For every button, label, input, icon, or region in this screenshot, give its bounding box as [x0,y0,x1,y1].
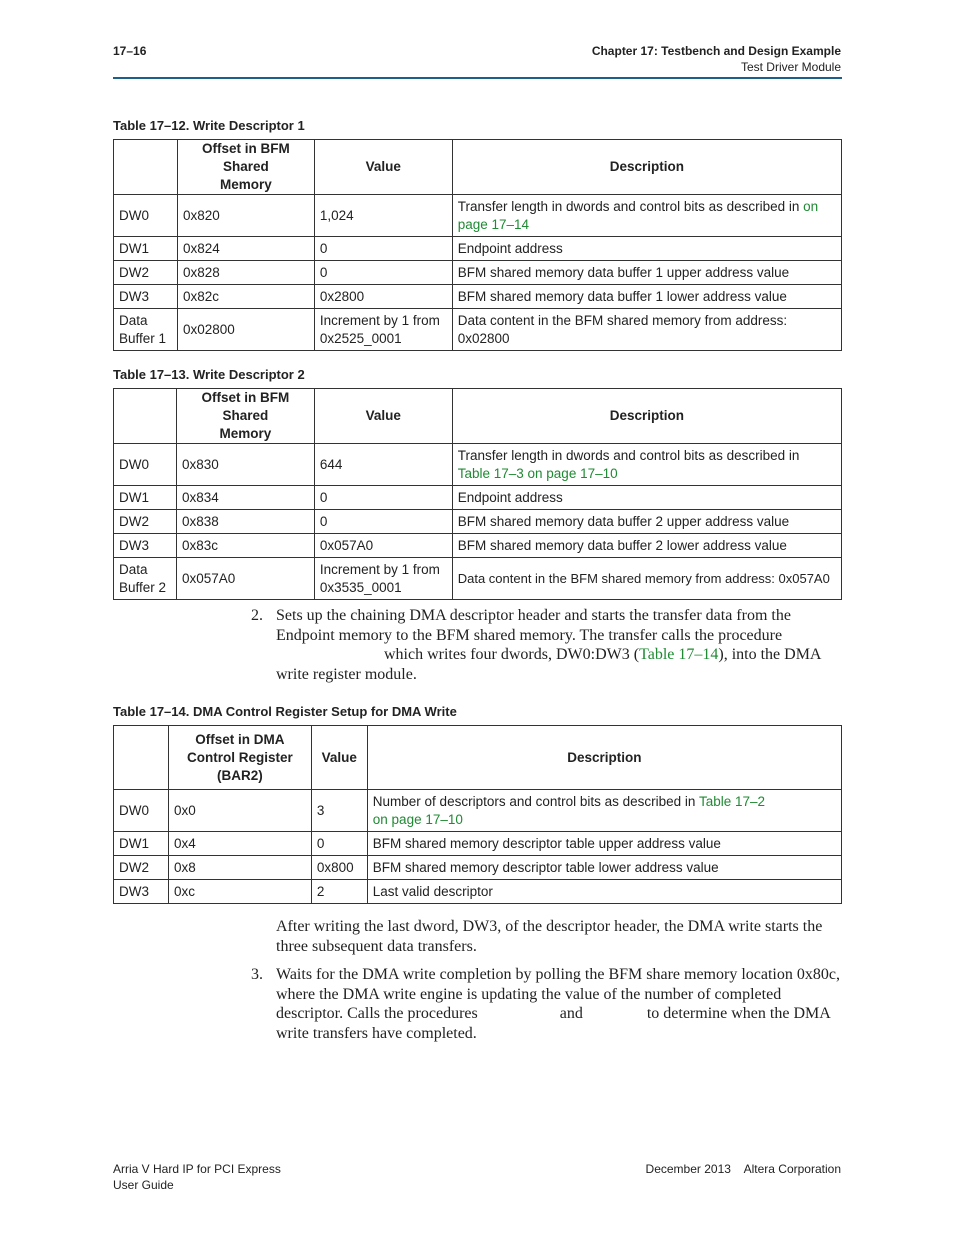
cell: 0 [311,832,367,856]
table-row [114,534,842,558]
table-row [114,832,842,856]
step-text: Waits for the DMA write completion by polling the BFM share memory location 0x80c, where the DMA write engine is updating the value of the number of completed descriptor. Calls the procedures [276,966,840,1022]
table-row [114,790,842,832]
table-12 [113,139,842,351]
cell: 0x838 [176,510,314,534]
step-number: 2. [251,607,263,624]
cell: Increment by 1 from 0x3535_0001 [314,558,452,600]
header-cell: Value [314,140,452,195]
table-row [114,558,842,600]
cell: Data Buffer 1 [114,309,178,351]
running-header [592,43,841,75]
cell: 644 [314,444,452,486]
cell: DW0 [114,444,177,486]
step-text: to determine [646,1005,728,1022]
cell: 0x8 [168,856,311,880]
cell: DW1 [114,832,169,856]
cell: DW1 [114,486,177,510]
header-cell: Offset in BFM Shared Memory [177,140,314,195]
cell: 0x0 [168,790,311,832]
cell: DW0 [114,195,178,237]
cell [367,790,841,832]
cell: 0x830 [176,444,314,486]
cross-reference-link[interactable]: Table 17–2 on page 17–10 [372,793,766,827]
cell: 0 [314,510,452,534]
cell [452,444,841,486]
step-3-paragraph [251,965,840,1043]
header-cell: Offset in BFM Shared Memory [176,389,314,444]
cell: Endpoint address [452,486,841,510]
cell: 0 [314,261,452,285]
table-row [114,261,842,285]
cell: BFM shared memory descriptor table lower address value [367,856,841,880]
cell: 0x2800 [314,285,452,309]
table-12-caption: Table 17–12. Write Descriptor 1 [113,118,305,133]
cell: 0x83c [176,534,314,558]
cell: Increment by 1 from 0x2525_0001 [314,309,452,351]
cell: Data content in the BFM shared memory from address: 0x02800 [452,309,841,351]
book-subtitle: User Guide [113,1178,174,1192]
cell: 0 [314,237,452,261]
cell: BFM shared memory data buffer 1 upper address value [452,261,841,285]
cell: 0x834 [176,486,314,510]
header-cell [114,389,177,444]
header-cell: Value [311,726,367,790]
cell: 1,024 [314,195,452,237]
cell: Endpoint address [452,237,841,261]
step-text: when the DMA write transfers have completed. [276,1005,830,1042]
cell [452,195,841,237]
book-title: Arria V Hard IP for PCI Express [113,1162,281,1176]
header-cell: Value [314,389,452,444]
cell: 0x057A0 [176,558,314,600]
header-cell: Description [452,140,841,195]
step-text: and [559,1005,583,1022]
table-13 [113,388,842,600]
table-14-caption: Table 17–14. DMA Control Register Setup for DMA Write [113,704,457,719]
step-number: 3. [251,966,263,983]
description-text: Number of descriptors and control bits as described in [372,793,699,809]
header-cell [114,140,178,195]
after-table-paragraph: After writing the last dword, DW3, of the descriptor header, the DMA write starts the three subsequent data transfers. [276,918,823,955]
header-cell: Description [367,726,841,790]
chapter-title: Chapter 17: Testbench and Design Example [591,44,841,58]
cell: DW2 [114,261,178,285]
table-row [114,880,842,904]
table-header-row [114,726,842,790]
cross-reference-link[interactable]: Table 17–3 on page 17–10 [457,465,618,481]
cell: 0x4 [168,832,311,856]
cell: 0x800 [311,856,367,880]
step-2-paragraph [251,606,840,684]
footer-right: December 2013 Altera Corporation [645,1162,841,1176]
cross-reference-link[interactable]: on page 17–14 [457,198,819,232]
table-row [114,309,842,351]
table-header-row [114,389,842,444]
cell: BFM shared memory data buffer 1 lower address value [452,285,841,309]
page-number: 17–16 [113,44,147,58]
cell: 0x82c [177,285,314,309]
cell: 2 [311,880,367,904]
cell: 0 [314,486,452,510]
table-row [114,856,842,880]
cell: 0x057A0 [314,534,452,558]
cell: BFM shared memory data buffer 2 lower address value [452,534,841,558]
cell: BFM shared memory descriptor table upper address value [367,832,841,856]
cell: 0x02800 [177,309,314,351]
step-text: which writes four dwords, DW0:DW3 ( [384,646,640,663]
table-row [114,285,842,309]
cell: 0xc [168,880,311,904]
footer-left [113,1161,281,1193]
cell: Data Buffer 2 [114,558,177,600]
description-text: Transfer length in dwords and control bits as described in [457,198,804,214]
cell: DW3 [114,880,169,904]
table-14 [113,725,842,904]
table-row [114,237,842,261]
cell: 0x824 [177,237,314,261]
table-header-row [114,140,842,195]
cell: 3 [311,790,367,832]
header-cell: Offset in DMA Control Register (BAR2) [168,726,311,790]
section-title: Test Driver Module [740,60,841,74]
cell: Last valid descriptor [367,880,841,904]
cell: 0x820 [177,195,314,237]
description-text: Transfer length in dwords and control bits as described in [457,447,800,463]
table-row [114,486,842,510]
step-text: ), into the DMA write register module. [276,646,821,683]
cell: DW0 [114,790,169,832]
cell: DW2 [114,510,177,534]
table-row [114,444,842,486]
table-row [114,195,842,237]
header-rule [113,77,842,79]
cell: Data content in the BFM shared memory from address: 0x057A0 [452,558,841,600]
cell: DW2 [114,856,169,880]
cell: DW3 [114,285,178,309]
cell: 0x828 [177,261,314,285]
table-link[interactable]: Table 17–14 [639,646,719,663]
cell: DW3 [114,534,177,558]
cell: BFM shared memory data buffer 2 upper address value [452,510,841,534]
header-cell [114,726,169,790]
table-13-caption: Table 17–13. Write Descriptor 2 [113,367,305,382]
cell: DW1 [114,237,178,261]
header-cell: Description [452,389,841,444]
step-text: Sets up the chaining DMA descriptor header and starts the transfer data from the Endpoint memory to the BFM shared memory. The transfer calls the procedure [276,607,791,644]
table-row [114,510,842,534]
